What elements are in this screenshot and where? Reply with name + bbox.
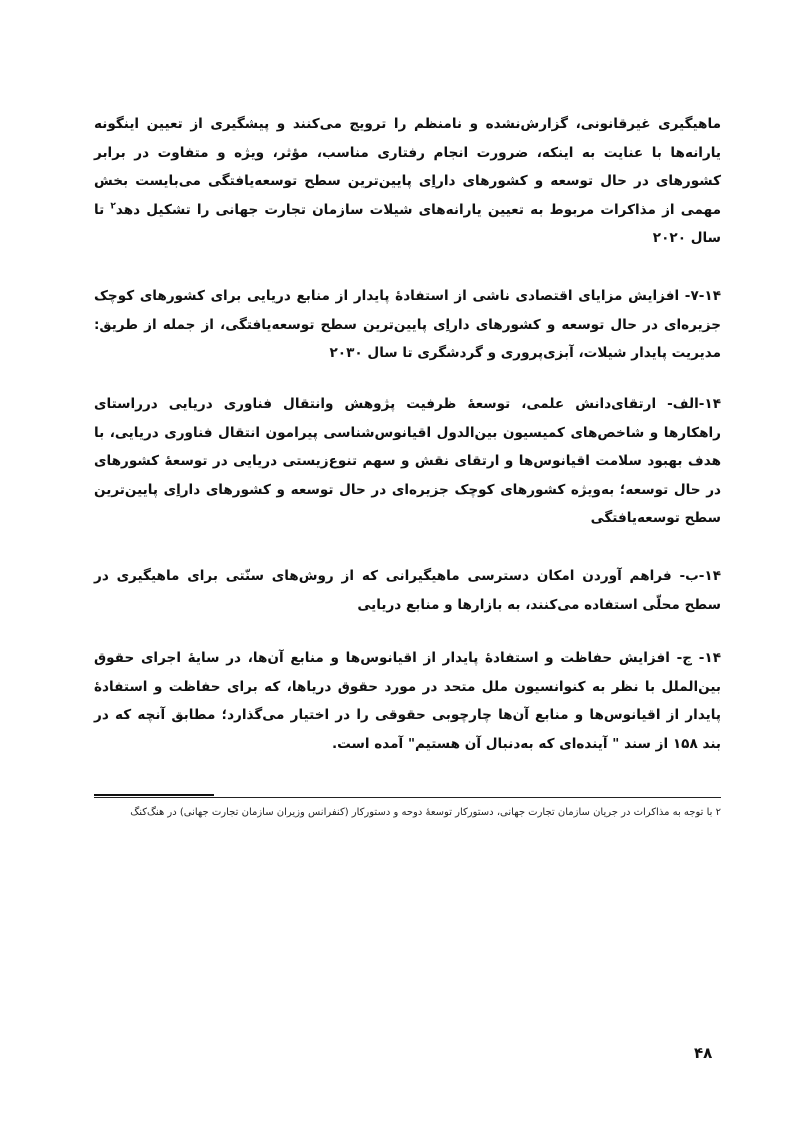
paragraph-2 xyxy=(94,282,721,368)
paragraph-1 xyxy=(94,110,721,253)
paragraph-4 xyxy=(94,562,721,619)
footnote-text: با توجه به مذاکرات در جریان سازمان تجارت جهانی، دستورکار توسعهٔ دوحه و دستورکار (کنفرانس وزیران سازمان تجارت جهانی) در هنگ‌کنگ xyxy=(130,807,713,818)
footnote-divider xyxy=(94,797,721,798)
footnote-divider-accent xyxy=(94,794,214,796)
paragraph-1-text: ماهیگیری غیرقانونی، گزارش‌نشده و نامنظم را ترویج می‌کنند و پیشگیری از تعیین اینگونه یارانه‌ها با عنایت به اینکه، ضرورت انجام رفتاری مناسب، مؤثر، ویژه و متفاوت در برابر کشورهای در حال توسعه و کشورهای داراِی پایین‌ترین سطح توسعه‌یافتگی می‌بایست بخش مهمی از مذاکرات مربوط به تعیین یارانه‌های شیلات سازمان تجارت جهانی را تشکیل دهد xyxy=(94,116,721,218)
footnote xyxy=(94,805,721,821)
footnote-reference[interactable]: ۲ xyxy=(110,200,116,211)
paragraph-5-text: ۱۴- ج- افزایش حفاظت و استفادهٔ پایدار از اقیانوس‌ها و منابع آن‌ها، در سایهٔ اجرای حقوق بین‌الملل با نظر به کنوانسیون ملل متحد در مورد حقوق دریاها، که برای حفاظت و استفادهٔ پایدار از اقیانوس‌ها و منابع آن‌ها چارچوبی حقوقی را در اختیار می‌گذارد؛ مطابق آنچه که در بند ۱۵۸ از سند " آینده‌ای که به‌دنبال آن هستیم" آمده است. xyxy=(94,650,721,752)
paragraph-2-text: ۷-۱۴- افزایش مزایای اقتصادی ناشی از استفادهٔ پایدار از منابع دریایی برای کشورهای کوچک جزیره‌ای در حال توسعه و کشورهای داراِی پایین‌ترین سطح توسعه‌یافتگی، از جمله از طریق: مدیریت پایدار شیلات، آبزی‌پروری و گردشگری تا سال ۲۰۳۰ xyxy=(94,288,721,361)
paragraph-3-text: ۱۴-الف- ارتقای‌دانش علمی، توسعهٔ ظرفیت پژوهش وانتقال فناوری دریایی درراستای راهکارها و شاخص‌های کمیسیون بین‌الدول اقیانوس‌شناسی پیرامون انتقال فناوری دریایی، با هدف بهبود سلامت اقیانوس‌ها و ارتقای نقش و سهم تنوع‌زیستی دریایی در توسعهٔ کشورهای در حال توسعه؛ به‌ویژه کشورهای کوچک جزیره‌ای در حال توسعه و کشورهای داراِی پایین‌ترین سطح توسعه‌یافتگی xyxy=(94,396,721,526)
footnote-number: ۲ xyxy=(715,807,721,818)
page-number: ۴۸ xyxy=(694,1044,713,1062)
paragraph-4-text: ۱۴-ب- فراهم آوردن امکان دسترسی ماهیگیرانی که از روش‌های سنّتی برای ماهیگیری در سطح محلّی استفاده می‌کنند، به بازارها و منابع دریایی xyxy=(94,568,721,613)
paragraph-5 xyxy=(94,644,721,758)
paragraph-3 xyxy=(94,390,721,533)
paragraph-1-tail: تا سال ۲۰۲۰ xyxy=(94,201,721,246)
